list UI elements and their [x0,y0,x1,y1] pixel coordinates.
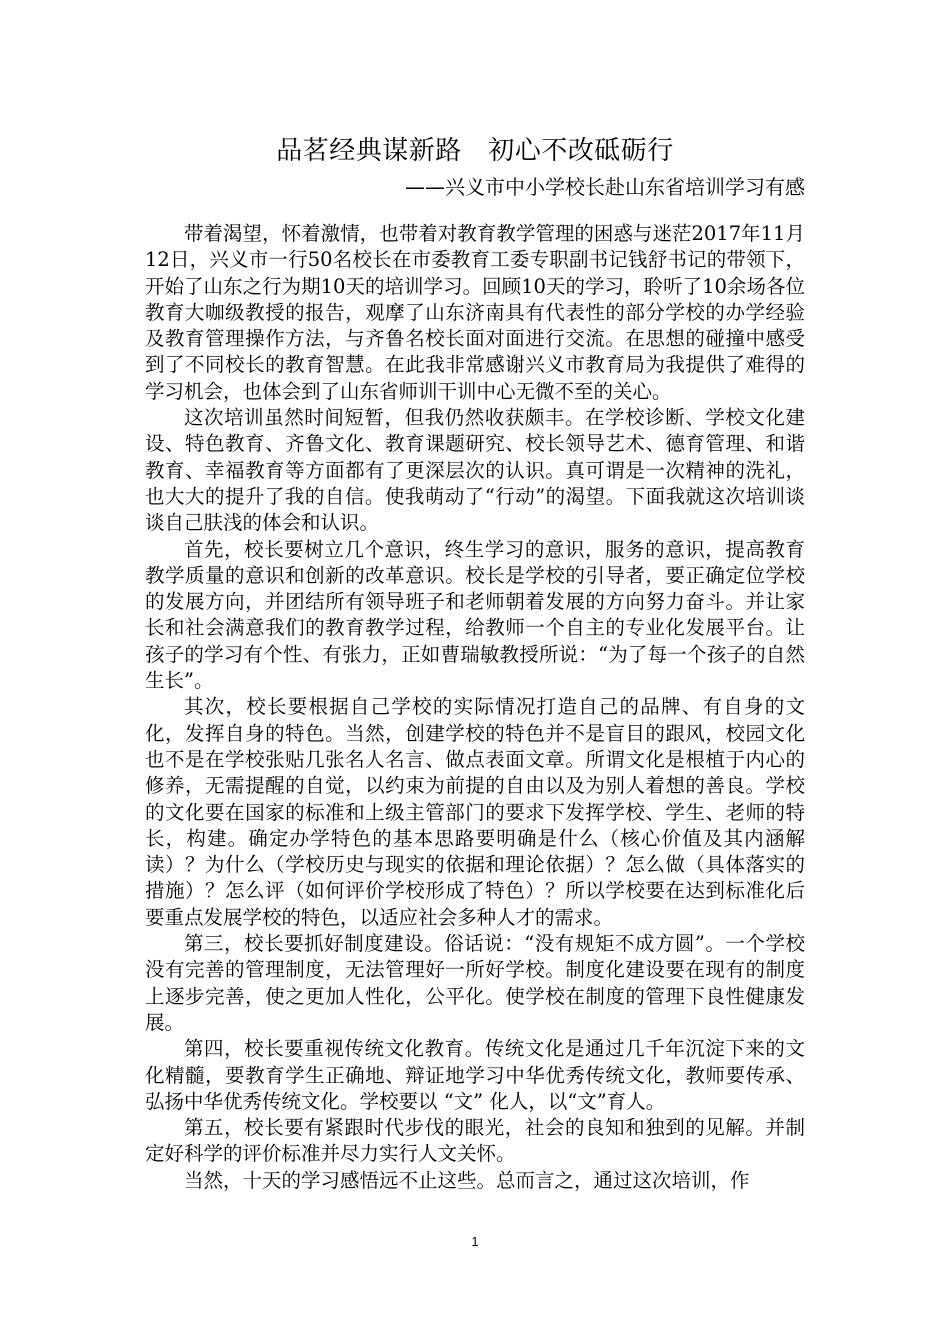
paragraph-4: 其次，校长要根据自己学校的实际情况打造自己的品牌、有自身的文化，发挥自身的特色。当然，创建学校的特色并不是盲目的跟风，校园文化也不是在学校张贴几张名人名言、做点表面文章。所谓文化是根植于内心的修养，无需提醒的自觉，以约束为前提的自由以及为别人着想的善良。学校的文化要在国家的标准和上级主管部门的要求下发挥学校、学生、老师的特长，构建。确定办学特色的基本思路要明确是什么（核心价值及其内涵解读）？为什么（学校历史与现实的依据和理论依据）？怎么做（具体落实的措施）？怎么评（如何评价学校形成了特色）？所以学校要在达到标准化后要重点发展学校的特色，以适应社会多种人才的需求。 [145,695,805,929]
paragraph-6: 第四，校长要重视传统文化教育。传统文化是通过几千年沉淀下来的文化精髓，要教育学生正确地、辩证地学习中华优秀传统文化，教师要传承、弘扬中华优秀传统文化。学校要以 “文” 化人，以“文”育人。 [145,1037,805,1113]
paragraph-2: 这次培训虽然时间短暂，但我仍然收获颇丰。在学校诊断、学校文化建设、特色教育、齐鲁文化、教育课题研究、校长领导艺术、德育管理、和谐教育、幸福教育等方面都有了更深层次的认识。真可谓是一次精神的洗礼，也大大的提升了我的自信。使我萌动了“行动”的渴望。下面我就这次培训谈谈自己肤浅的体会和认识。 [145,406,805,535]
page-subtitle: ——兴义市中小学校长赴山东省培训学习有感 [405,175,805,199]
paragraph-8: 当然，十天的学习感悟远不止这些。总而言之，通过这次培训，作 [184,1168,750,1192]
paragraph-3: 首先，校长要树立几个意识，终生学习的意识，服务的意识，提高教育教学质量的意识和创新的改革意识。校长是学校的引导者，要正确定位学校的发展方向，并团结所有领导班子和老师朝着发展的方向努力奋斗。并让家长和社会满意我们的教育教学过程，给教师一个自主的专业化发展平台。让孩子的学习有个性、有张力，正如曹瑞敏教授所说：“为了每一个孩子的自然生长”。 [145,537,805,693]
page-title: 品茗经典谋新路 初心不改砥砺行 [276,136,674,166]
body-text [145,221,805,1194]
page-number: 1 [471,1234,479,1249]
paragraph-7: 第五，校长要有紧跟时代步伐的眼光，社会的良知和独到的见解。并制定好科学的评价标准并尽力实行人文关怀。 [145,1116,805,1166]
paragraph-1: 带着渴望，怀着激情，也带着对教育教学管理的困惑与迷茫2017年11月12日，兴义市一行50名校长在市委教育工委专职副书记钱舒书记的带领下，开始了山东之行为期10天的培训学习。回顾10天的学习，聆听了10余场各位教育大咖级教授的报告，观摩了山东济南具有代表性的部分学校的办学经验及教育管理操作方法，与齐鲁名校长面对面进行交流。在思想的碰撞中感受到了不同校长的教育智慧。在此我非常感谢兴义市教育局为我提供了难得的学习机会，也体会到了山东省师训干训中心无微不至的关心。 [145,222,805,403]
paragraph-5: 第三，校长要抓好制度建设。俗话说：“没有规矩不成方圆”。一个学校没有完善的管理制度，无法管理好一所好学校。制度化建设要在现有的制度上逐步完善，使之更加人性化，公平化。使学校在制度的管理下良性健康发展。 [145,932,805,1034]
